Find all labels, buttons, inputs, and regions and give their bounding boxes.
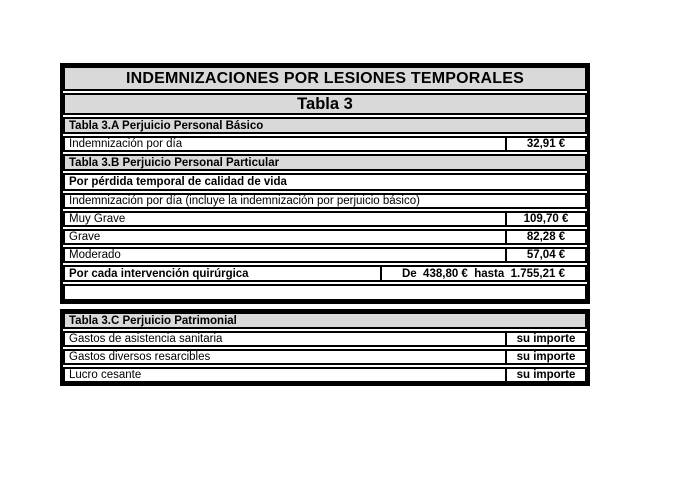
table-title — [63, 66, 587, 91]
row-label: Por cada intervención quirúrgica — [69, 267, 249, 280]
row-value: su importe — [505, 333, 585, 345]
table-row-indemnizacion-dia — [63, 136, 587, 152]
row-label: Gastos diversos resarcibles — [69, 351, 211, 363]
section-b-note-text: Indemnización por día (incluye la indemnización por perjuicio básico) — [69, 195, 420, 207]
table-row-muy-grave — [63, 211, 587, 227]
spacer-row — [63, 284, 587, 301]
section-a-header — [63, 117, 587, 134]
table-row-gastos-asistencia — [63, 331, 587, 347]
indemnity-table-patrimonial — [60, 309, 590, 386]
section-b-subheader-text: Por pérdida temporal de calidad de vida — [69, 176, 287, 188]
row-value: su importe — [505, 369, 585, 381]
section-b-note — [63, 193, 587, 209]
row-label: Moderado — [69, 249, 121, 261]
section-a-header-text: Tabla 3.A Perjuicio Personal Básico — [69, 119, 264, 132]
table-title-text: INDEMNIZACIONES POR LESIONES TEMPORALES — [125, 69, 525, 87]
section-c-header-text: Tabla 3.C Perjuicio Patrimonial — [69, 314, 237, 327]
row-label: Grave — [69, 231, 101, 243]
table-row-intervencion-quirurgica — [63, 265, 587, 282]
table-row-moderado — [63, 247, 587, 263]
table-subtitle-text: Tabla 3 — [297, 94, 353, 113]
table-subtitle — [63, 93, 587, 115]
section-c-header — [63, 312, 587, 329]
table-row-grave — [63, 229, 587, 245]
table-row-lucro-cesante — [63, 367, 587, 383]
section-b-header-text: Tabla 3.B Perjuicio Personal Particular — [69, 156, 280, 169]
row-value: 109,70 € — [505, 213, 585, 225]
row-label: Gastos de asistencia sanitaria — [69, 333, 223, 345]
row-value: 32,91 € — [505, 138, 585, 150]
row-value: su importe — [505, 351, 585, 363]
section-b-header — [63, 154, 587, 171]
row-value: 57,04 € — [505, 249, 585, 261]
row-label: Lucro cesante — [69, 369, 142, 381]
table-row-gastos-diversos — [63, 349, 587, 365]
row-label: Indemnización por día — [69, 138, 183, 150]
row-value: 82,28 € — [505, 231, 585, 243]
section-b-subheader — [63, 173, 587, 191]
indemnity-table-main — [60, 63, 590, 304]
row-value: De 438,80 € hasta 1.755,21 € — [380, 267, 585, 280]
row-label: Muy Grave — [69, 213, 126, 225]
